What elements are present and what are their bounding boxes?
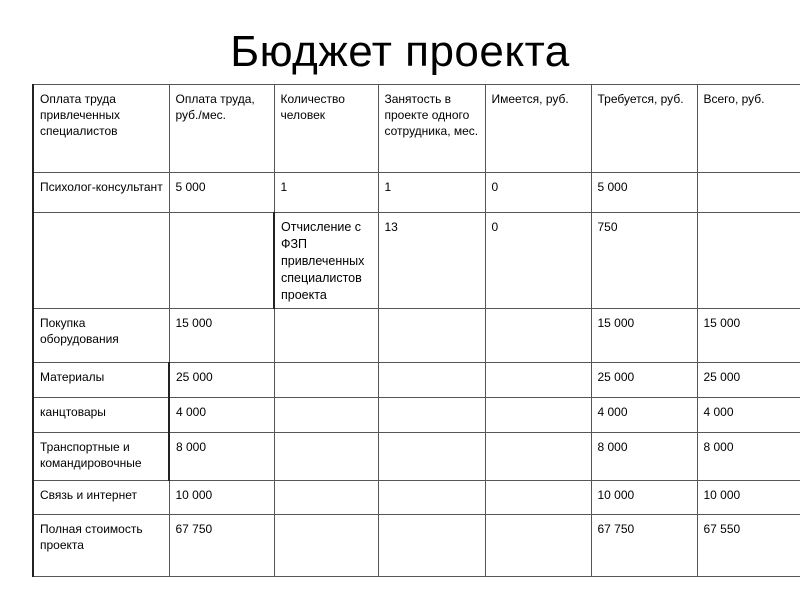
- header-cell-specialists: Оплата труда привлеченных специалистов: [33, 85, 169, 173]
- cell: [378, 515, 485, 577]
- cell: 10 000: [697, 481, 800, 515]
- cell: Полная стоимость проекта: [33, 515, 169, 577]
- cell: 25 000: [169, 363, 274, 398]
- cell: 750: [591, 213, 697, 309]
- cell: 4 000: [169, 398, 274, 433]
- cell: [485, 398, 591, 433]
- cell: 67 750: [169, 515, 274, 577]
- page-title: Бюджет проекта: [230, 27, 570, 76]
- header-cell-salary: Оплата труда, руб./мес.: [169, 85, 274, 173]
- table-row: [33, 433, 800, 481]
- cell: [697, 213, 800, 309]
- cell: 25 000: [697, 363, 800, 398]
- header-cell-available: Имеется, руб.: [485, 85, 591, 173]
- cell: 67 750: [591, 515, 697, 577]
- table-row: [33, 515, 800, 577]
- cell: [485, 363, 591, 398]
- cell: [378, 398, 485, 433]
- cell: [378, 433, 485, 481]
- cell: [378, 363, 485, 398]
- table-row: [33, 309, 800, 363]
- table-row: [33, 363, 800, 398]
- cell: Связь и интернет: [33, 481, 169, 515]
- cell: 25 000: [591, 363, 697, 398]
- cell: [274, 363, 378, 398]
- table-header-row: [33, 85, 800, 173]
- cell: 8 000: [697, 433, 800, 481]
- cell: 8 000: [591, 433, 697, 481]
- cell: Покупка оборудования: [33, 309, 169, 363]
- cell: 15 000: [591, 309, 697, 363]
- table-row: [33, 213, 800, 309]
- cell: [697, 173, 800, 213]
- cell: 10 000: [169, 481, 274, 515]
- cell: 5 000: [169, 173, 274, 213]
- cell: 8 000: [169, 433, 274, 481]
- cell: 15 000: [169, 309, 274, 363]
- cell: 67 550: [697, 515, 800, 577]
- cell: 10 000: [591, 481, 697, 515]
- cell: [485, 309, 591, 363]
- header-cell-required: Требуется, руб.: [591, 85, 697, 173]
- cell: 15 000: [697, 309, 800, 363]
- cell: [274, 433, 378, 481]
- cell: 4 000: [591, 398, 697, 433]
- cell: [274, 481, 378, 515]
- cell: Отчисление с ФЗП привлеченных специалистов проекта: [274, 213, 378, 309]
- table-row: [33, 173, 800, 213]
- cell: [485, 515, 591, 577]
- table-row: [33, 398, 800, 433]
- cell: [274, 309, 378, 363]
- cell: [33, 213, 169, 309]
- cell: [485, 481, 591, 515]
- cell: [485, 433, 591, 481]
- cell: Транспортные и командировочные: [33, 433, 169, 481]
- cell: 5 000: [591, 173, 697, 213]
- cell: Материалы: [33, 363, 169, 398]
- table-row: [33, 481, 800, 515]
- header-cell-headcount: Количество человек: [274, 85, 378, 173]
- cell: 4 000: [697, 398, 800, 433]
- cell: [274, 515, 378, 577]
- header-cell-total: Всего, руб.: [697, 85, 800, 173]
- cell: 1: [274, 173, 378, 213]
- cell: [274, 398, 378, 433]
- cell: [378, 481, 485, 515]
- cell: Психолог-консультант: [33, 173, 169, 213]
- cell: канцтовары: [33, 398, 169, 433]
- cell: 1: [378, 173, 485, 213]
- cell: 0: [485, 173, 591, 213]
- budget-table: [32, 84, 800, 577]
- cell: [378, 309, 485, 363]
- cell: 13: [378, 213, 485, 309]
- header-cell-employment: Занятость в проекте одного сотрудника, мес.: [378, 85, 485, 173]
- cell: [169, 213, 274, 309]
- cell: 0: [485, 213, 591, 309]
